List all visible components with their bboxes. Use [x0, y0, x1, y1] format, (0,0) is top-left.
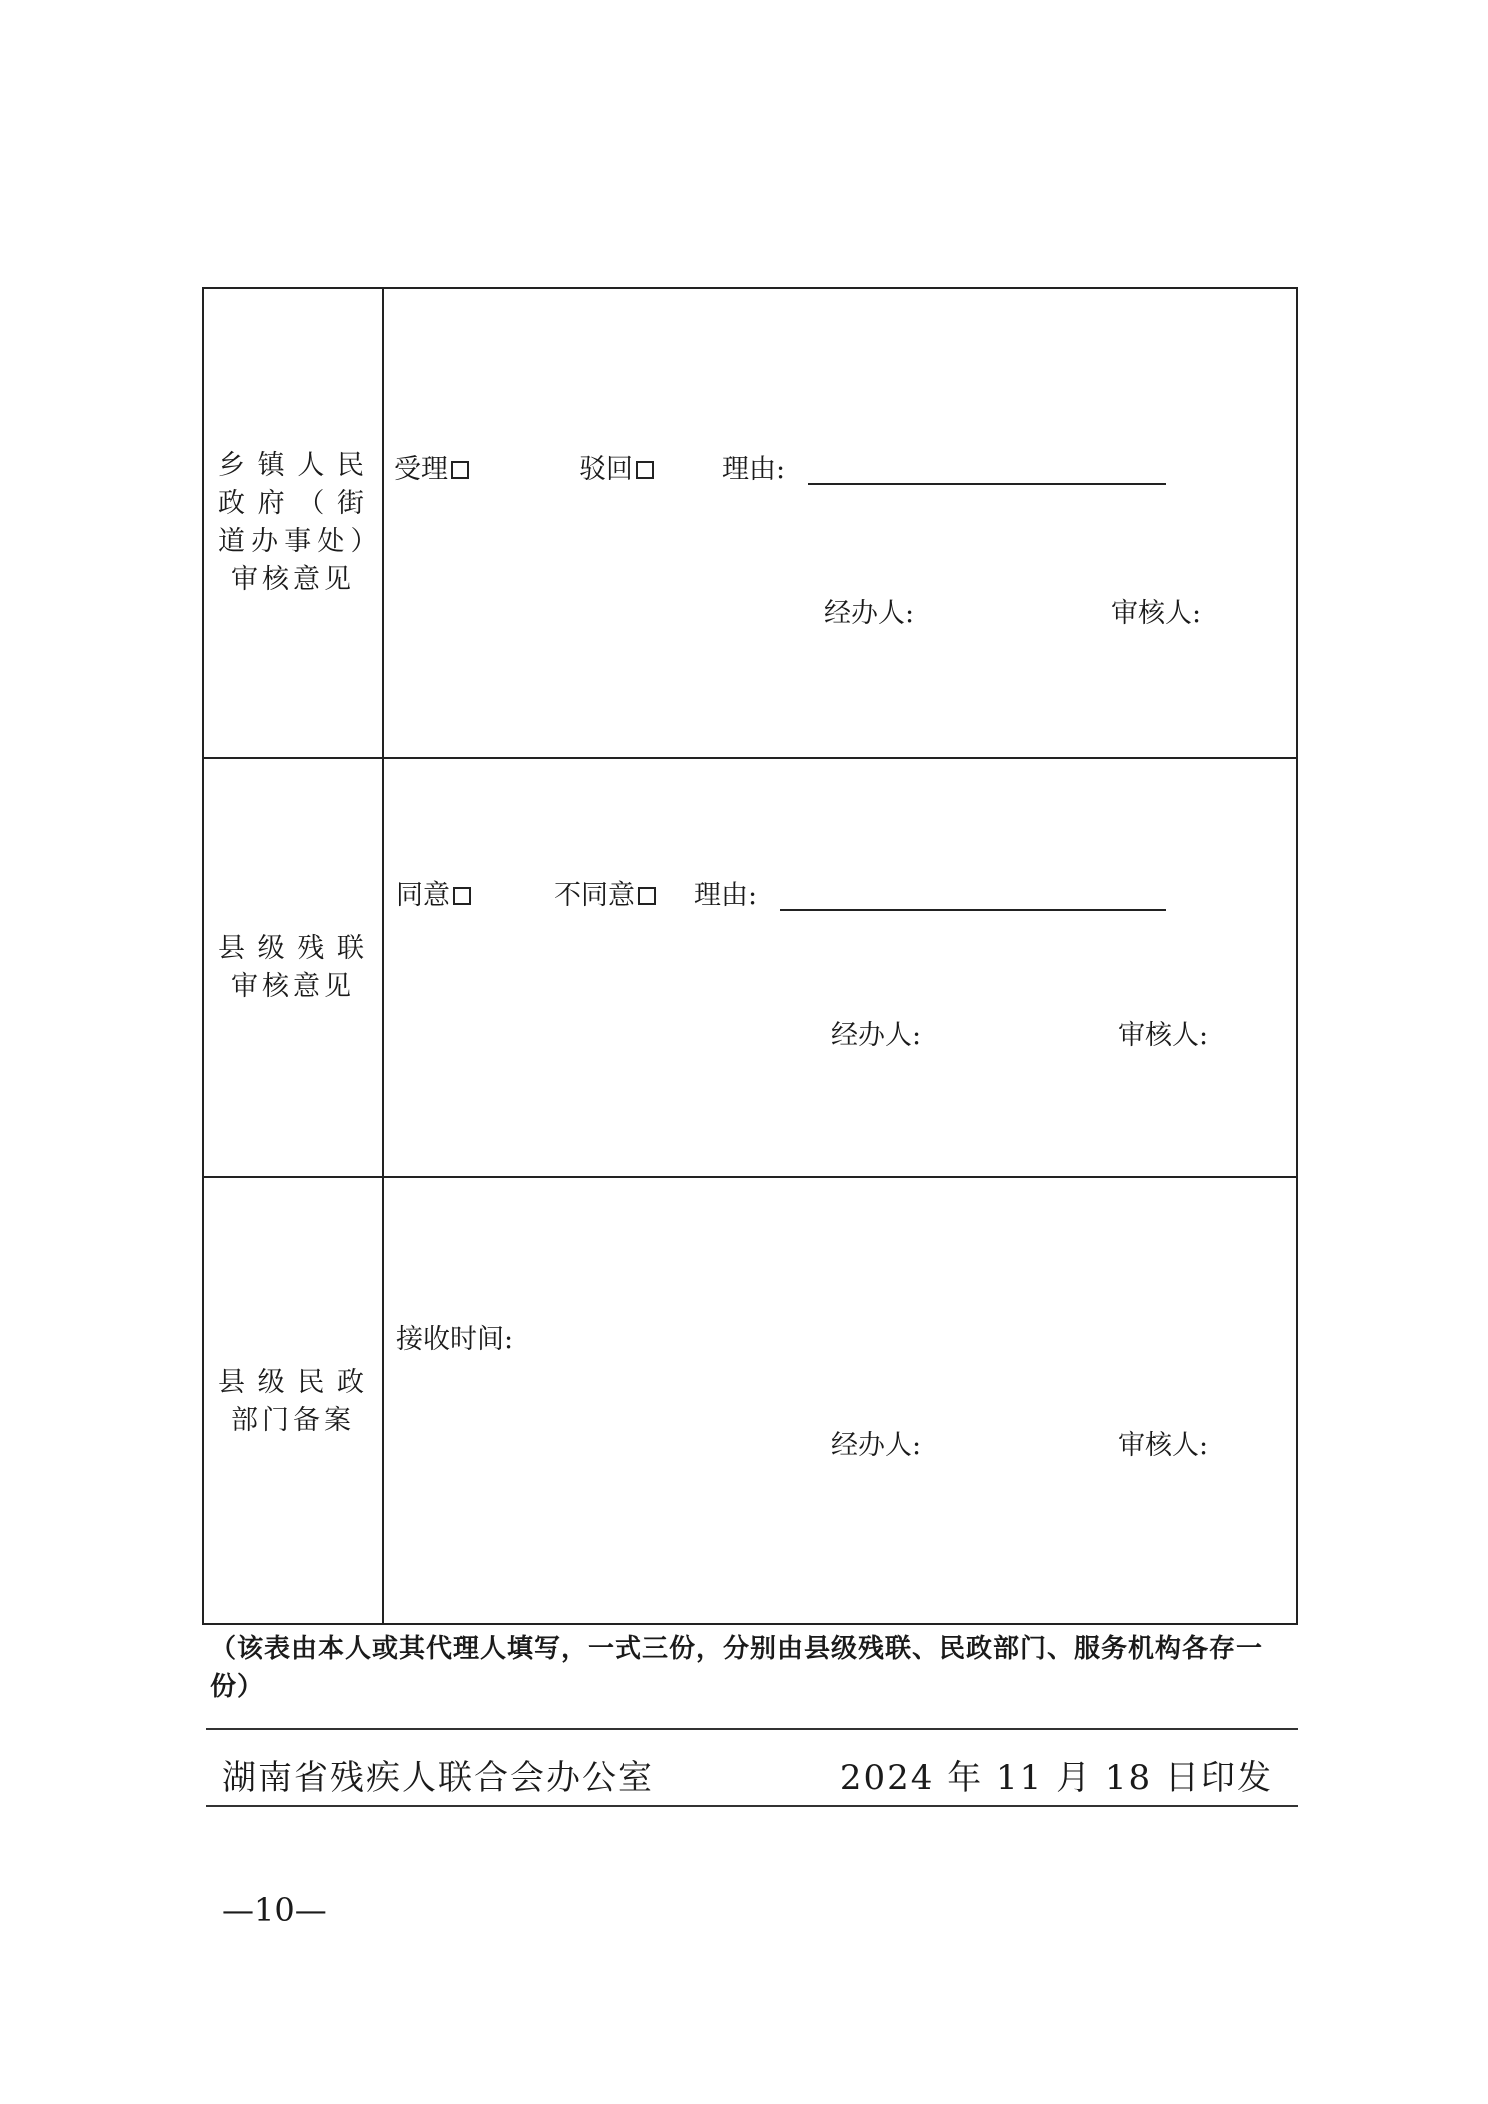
disagree-option[interactable] — [554, 879, 656, 913]
issuer-name: 湖南省残疾人联合会办公室 — [222, 1758, 654, 1798]
footer-bottom-rule — [206, 1805, 1298, 1807]
row-label-county-dpf — [204, 759, 382, 1176]
civil-affairs-filing-label: 县级民政部门备案 — [218, 1366, 368, 1436]
handler-label-1: 经办人: — [824, 598, 915, 629]
approval-form-table — [202, 287, 1298, 1625]
accept-checkbox[interactable] — [451, 461, 469, 479]
handler-label-2: 经办人: — [831, 1020, 922, 1051]
reason-label-1: 理由: — [722, 454, 786, 485]
township-review-label: 乡镇人民政府（街道办事处）审核意见 — [218, 450, 368, 595]
reviewer-label-2: 审核人: — [1118, 1020, 1209, 1051]
accept-label: 受理 — [394, 454, 448, 485]
footer-top-rule — [206, 1728, 1298, 1730]
column-divider — [382, 289, 384, 1623]
receive-time-label: 接收时间: — [396, 1324, 514, 1355]
reason-field-1[interactable] — [808, 483, 1166, 485]
form-note: （该表由本人或其代理人填写，一式三份，分别由县级残联、民政部门、服务机构各存一份） — [210, 1634, 1264, 1702]
row-label-township — [204, 289, 382, 757]
handler-label-3: 经办人: — [831, 1430, 922, 1461]
reject-option[interactable] — [579, 453, 654, 487]
county-dpf-review-label: 县级残联审核意见 — [218, 932, 368, 1002]
reviewer-label-1: 审核人: — [1111, 598, 1202, 629]
reason-field-2[interactable] — [780, 909, 1166, 911]
disagree-label: 不同意 — [554, 880, 635, 911]
reject-checkbox[interactable] — [636, 461, 654, 479]
page-number: —10— — [222, 1891, 327, 1929]
disagree-checkbox[interactable] — [638, 887, 656, 905]
agree-option[interactable] — [396, 879, 471, 913]
agree-label: 同意 — [396, 880, 450, 911]
reject-label: 驳回 — [579, 454, 633, 485]
reviewer-label-3: 审核人: — [1118, 1430, 1209, 1461]
row-label-civil-affairs — [204, 1178, 382, 1625]
agree-checkbox[interactable] — [453, 887, 471, 905]
issue-date: 2024 年 11 月 18 日印发 — [839, 1758, 1273, 1798]
reason-label-2: 理由: — [694, 880, 758, 911]
accept-option[interactable] — [394, 453, 469, 487]
